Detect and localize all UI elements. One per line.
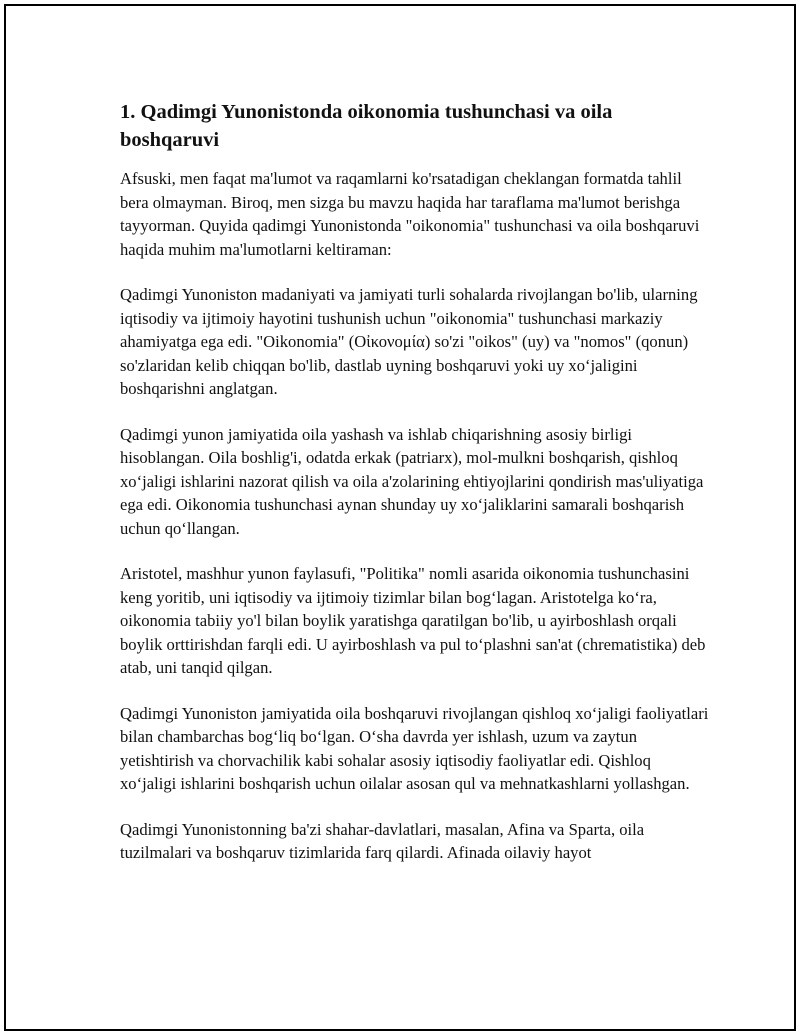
document-body — [120, 98, 710, 887]
paragraph-family-unit: Qadimgi yunon jamiyatida oila yashash va ishlab chiqarishning asosiy birligi hisoblangan. Oila boshlig'i, odatda erkak (patriarx), mol-mulkni boshqarish, qishloq xo‘jaligi ishlarini nazorat qilish va oila a'zolarining ehtiyojlarini qondirish mas'uliyatiga ega edi. Oikonomia tushunchasi aynan shunday uy xo‘jaliklarini samarali boshqarish uchun qo‘llangan. — [120, 424, 704, 538]
paragraph-oikonomia-definition: Qadimgi Yunoniston madaniyati va jamiyati turli sohalarda rivojlangan bo'lib, ularning iqtisodiy va ijtimoiy hayotini tushunish uchun "oikonomia" tushunchasi markaziy ahamiyatga ega edi. "Oikonomia" (Οἰκονομία) so'zi "oikos" (uy) va "nomos" (qonun) so'zlaridan kelib chiqqan bo'lib, dastlab uyning boshqaruvi yoki uy xo‘jaligini boshqarishni anglatgan. — [120, 285, 698, 398]
paragraph-intro: Afsuski, men faqat ma'lumot va raqamlarni ko'rsatadigan cheklangan formatda tahlil bera olmayman. Biroq, men sizga bu mavzu haqida har taraflama ma'lumot berishga tayyorman. Quyida qadimgi Yunonistonda "oikonomia" tushunchasi va oila boshqaruvi haqida muhim ma'lumotlarni keltiraman: — [120, 169, 700, 259]
paragraph-city-states: Qadimgi Yunonistonning ba'zi shahar-davlatlari, masalan, Afina va Sparta, oila tuzilmalari va boshqaruv tizimlarida farq qilardi. Afinada oilaviy hayot — [120, 819, 645, 862]
paragraph-aristotle: Aristotel, mashhur yunon faylasufi, "Politika" nomli asarida oikonomia tushunchasini keng yoritib, uni iqtisodiy va ijtimoiy tizimlar bilan bog‘lagan. Aristotelga ko‘ra, oikonomia tabiiy yo'l bilan boylik yaratishga qaratilgan bo'lib, u ayirboshlash orqali boylik orttirishdan farqli edi. U ayirboshlash va pul to‘plashni san'at (chrematistika) deb atab, uni tanqid qilgan. — [120, 564, 706, 677]
paragraph-agriculture: Qadimgi Yunoniston jamiyatida oila boshqaruvi rivojlangan qishloq xo‘jaligi faoliyatlari bilan chambarchas bog‘liq bo‘lgan. O‘sha davrda yer ishlash, uzum va zaytun yetishtirish va chorvachilik kabi sohalar asosiy iqtisodiy faoliyatlar edi. Qishloq xo‘jaligi ishlarini boshqarish uchun oilalar asosan qul va mehnatkashlarni yollashgan. — [120, 703, 709, 793]
section-heading: 1. Qadimgi Yunonistonda oikonomia tushunchasi va oila boshqaruvi — [120, 101, 613, 151]
page-frame — [4, 4, 796, 1031]
